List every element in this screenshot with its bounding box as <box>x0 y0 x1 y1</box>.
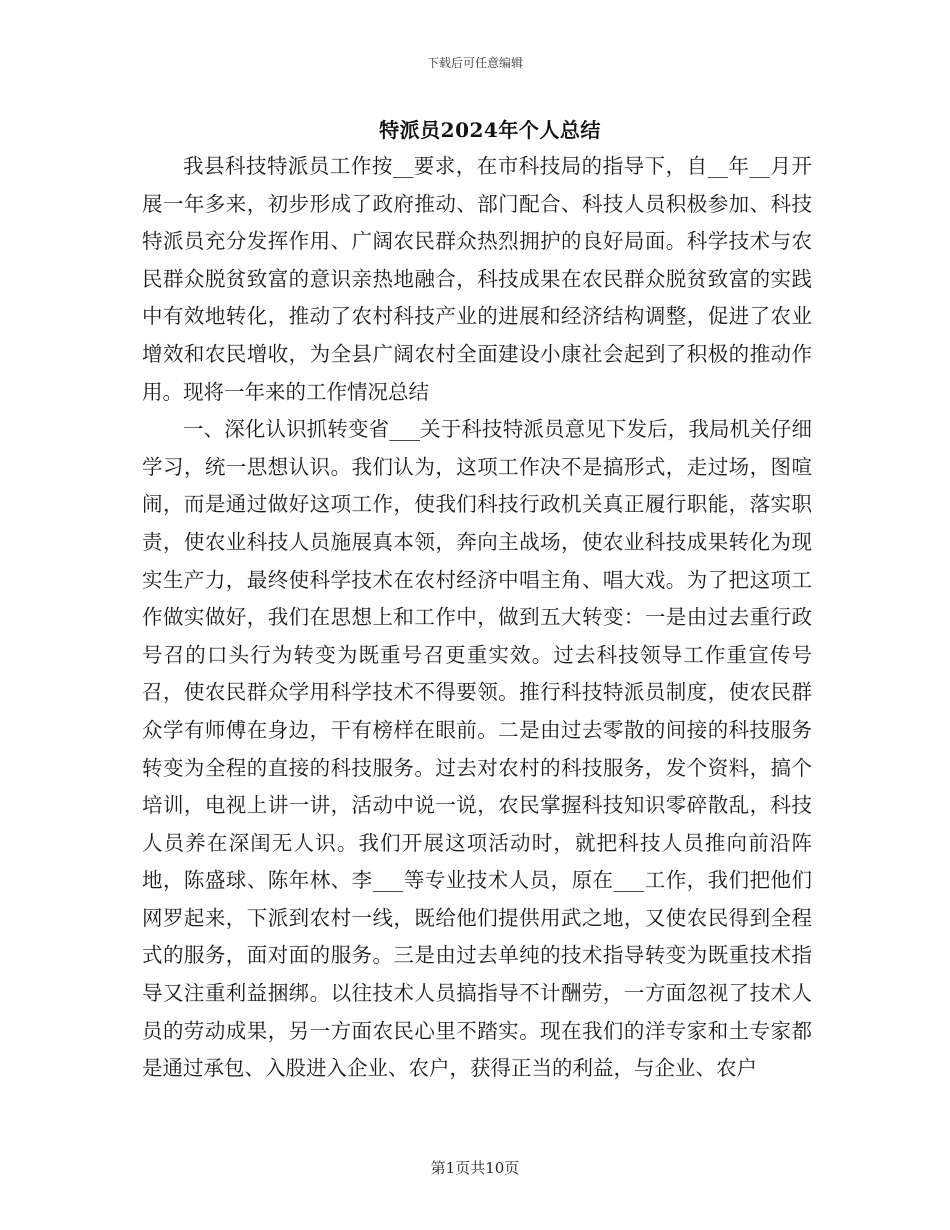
paragraph-section-1: 一、深化认识抓转变省___关于科技特派员意见下发后，我局机关仔细学习，统一思想认识。我们认为，这项工作决不是搞形式，走过场，图喧闹，而是通过做好这项工作，使我们科技行政机关真正履行职能，落实职责，使农业科技人员施展真本领，奔向主战场，使农业科技成果转化为现实生产力，最终使科学技术在农村经济中唱主角、唱大戏。为了把这项工作做实做好，我们在思想上和工作中，做到五大转变：一是由过去重行政号召的口头行为转变为既重号召更重实效。过去科技领导工作重宣传号召，使农民群众学用科学技术不得要领。推行科技特派员制度，使农民群众学有师傅在身边，干有榜样在眼前。二是由过去零散的间接的科技服务转变为全程的直接的科技服务。过去对农村的科技服务，发个资料，搞个培训，电视上讲一讲，活动中说一说，农民掌握科技知识零碎散乱，科技人员养在深闺无人识。我们开展这项活动时，就把科技人员推向前沿阵地，陈盛球、陈年林、李___等专业技术人员，原在___工作，我们把他们网罗起来，下派到农村一线，既给他们提供用武之地，又使农民得到全程式的服务，面对面的服务。三是由过去单纯的技术指导转变为既重技术指导又注重利益捆绑。以往技术人员搞指导不计酬劳，一方面忽视了技术人员的劳动成果，另一方面农民心里不踏实。现在我们的洋专家和土专家都是通过承包、入股进入企业、农户，获得正当的利益，与企业、农户 <box>142 417 812 1081</box>
document-body <box>142 148 812 1088</box>
header-note: 下载后可任意编辑 <box>426 56 523 70</box>
page-number: 第1页共10页 <box>430 1159 520 1177</box>
document-title: 特派员2024年个人总结 <box>379 118 601 142</box>
paragraph-intro: 我县科技特派员工作按__要求，在市科技局的指导下，自__年__月开展一年多来，初步形成了政府推动、部门配合、科技人员积极参加、科技特派员充分发挥作用、广阔农民群众热烈拥护的良好局面。科学技术与农民群众脱贫致富的意识亲热地融合，科技成果在农民群众脱贫致富的实践中有效地转化，推动了农村科技产业的进展和经济结构调整，促进了农业增效和农民增收，为全县广阔农村全面建设小康社会起到了积极的推动作用。现将一年来的工作情况总结 <box>142 154 812 404</box>
